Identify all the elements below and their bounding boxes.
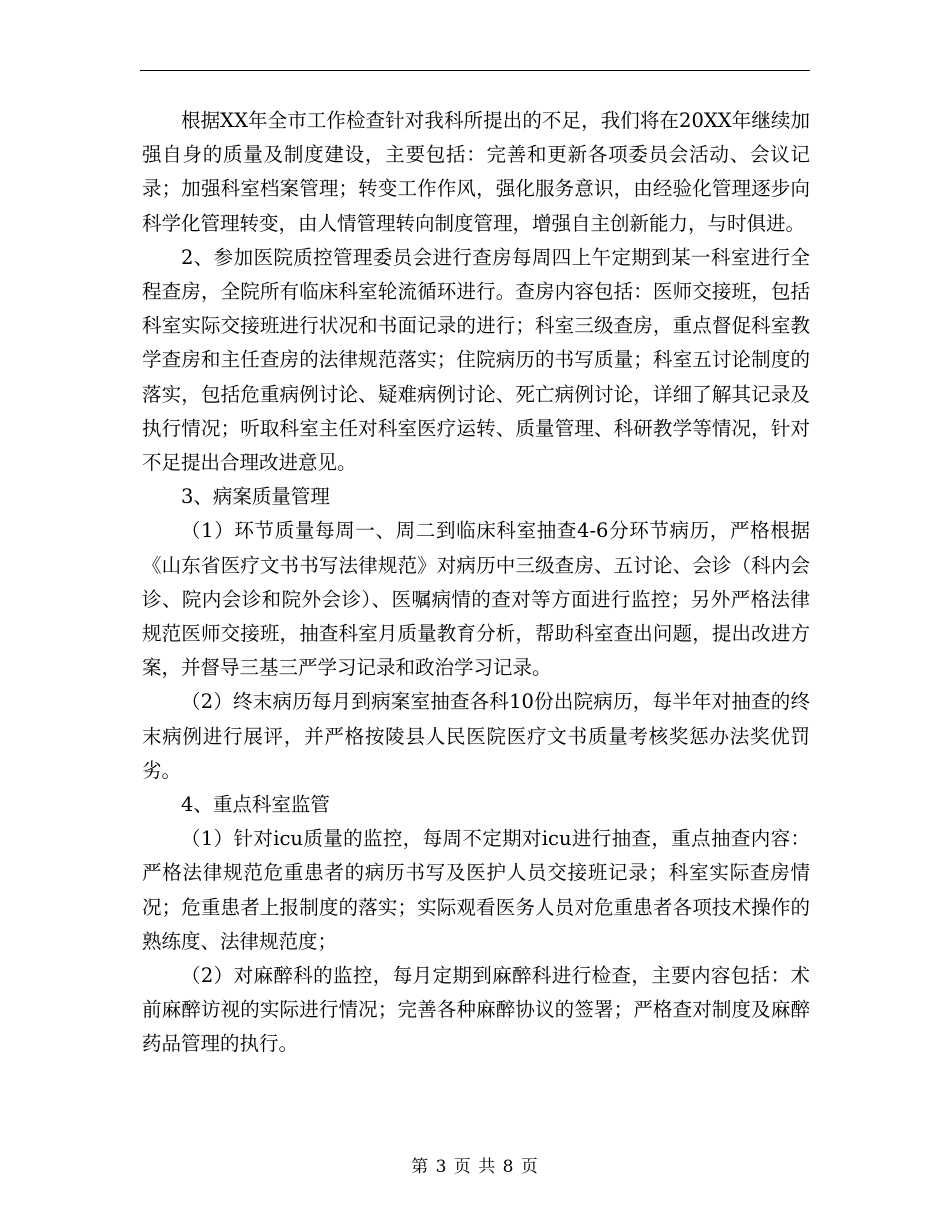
header-rule xyxy=(140,70,810,71)
paragraph-intro: 根据XX年全市工作检查针对我科所提出的不足，我们将在20XX年继续加强自身的质量及制度建设，主要包括：完善和更新各项委员会活动、会议记录；加强科室档案管理；转变工作作风，强化服务意识，由经验化管理逐步向科学化管理转变，由人情管理转向制度管理，增强自主创新能力，与时俱进。 xyxy=(142,109,810,235)
paragraph-process-quality: （1）环节质量每周一、周二到临床科室抽查4-6分环节病历，严格根据《山东省医疗文书书写法律规范》对病历中三级查房、五讨论、会诊（科内会诊、院内会诊和院外会诊）、医嘱病情的查对等方面进行监控；另外严格法律规范医师交接班，抽查科室月质量教育分析，帮助科室查出问题，提出改进方案，并督导三基三严学习记录和政治学习记录。 xyxy=(142,519,810,680)
paragraph-icu-monitoring: （1）针对icu质量的监控，每周不定期对icu进行抽查，重点抽查内容：严格法律规范危重患者的病历书写及医护人员交接班记录；科室实际查房情况；危重患者上报制度的落实；实际观看医务人员对危重患者各项技术操作的熟练度、法律规范度； xyxy=(142,827,810,953)
paragraph-ward-rounds: 2、参加医院质控管理委员会进行查房每周四上午定期到某一科室进行全程查房，全院所有临床科室轮流循环进行。查房内容包括：医师交接班，包括科室实际交接班进行状况和书面记录的进行；科室三级查房，重点督促科室教学查房和主任查房的法律规范落实；住院病历的书写质量；科室五讨论制度的落实，包括危重病例讨论、疑难病例讨论、死亡病例讨论，详细了解其记录及执行情况；听取科室主任对科室医疗运转、质量管理、科研教学等情况，针对不足提出合理改进意见。 xyxy=(142,245,810,475)
page-number-footer: 第 3 页 共 8 页 xyxy=(411,1157,539,1177)
document-body xyxy=(142,104,810,1062)
heading-key-department-supervision: 4、重点科室监管 xyxy=(181,793,330,817)
heading-medical-record-quality: 3、病案质量管理 xyxy=(181,485,330,509)
paragraph-final-records: （2）终末病历每月到病案室抽查各科10份出院病历，每半年对抽查的终末病例进行展评，并严格按陵县人民医院医疗文书质量考核奖惩办法奖优罚劣。 xyxy=(142,690,810,782)
paragraph-anesthesia-monitoring: （2）对麻醉科的监控，每月定期到麻醉科进行检查，主要内容包括：术前麻醉访视的实际进行情况；完善各种麻醉协议的签署；严格查对制度及麻醉药品管理的执行。 xyxy=(142,964,810,1056)
